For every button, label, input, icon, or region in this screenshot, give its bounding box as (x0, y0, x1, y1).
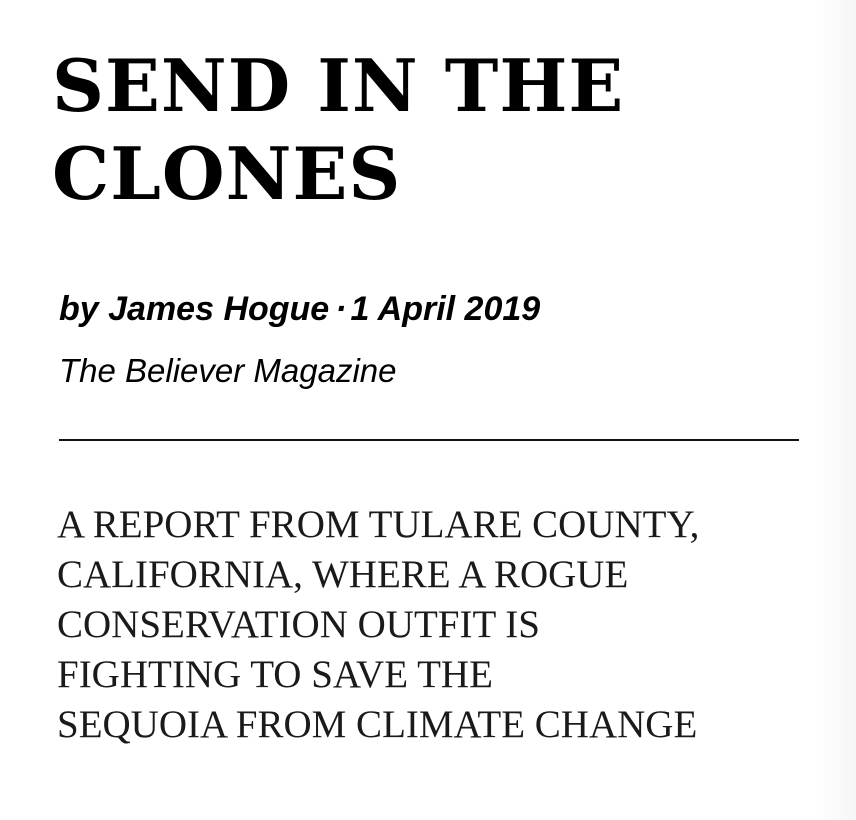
headline-line: SEND IN THE (52, 43, 625, 128)
dek-line: SEQUOIA FROM CLIMATE CHANGE (57, 703, 698, 746)
byline (59, 287, 540, 331)
dek-line: CONSERVATION OUTFIT IS (57, 603, 540, 646)
headline-line: CLONES (52, 131, 402, 216)
publish-date: 1 April 2019 (350, 290, 541, 328)
dek-line: A REPORT FROM TULARE COUNTY, (57, 503, 700, 546)
publication-name: The Believer Magazine (59, 352, 397, 389)
byline-separator: · (335, 290, 347, 328)
dek-line: CALIFORNIA, WHERE A ROGUE (57, 553, 629, 596)
section-divider (59, 439, 799, 441)
dek-line: FIGHTING TO SAVE THE (57, 653, 493, 696)
author-name: by James Hogue (59, 290, 330, 328)
article-headline (52, 42, 812, 218)
article-dek (57, 500, 827, 750)
